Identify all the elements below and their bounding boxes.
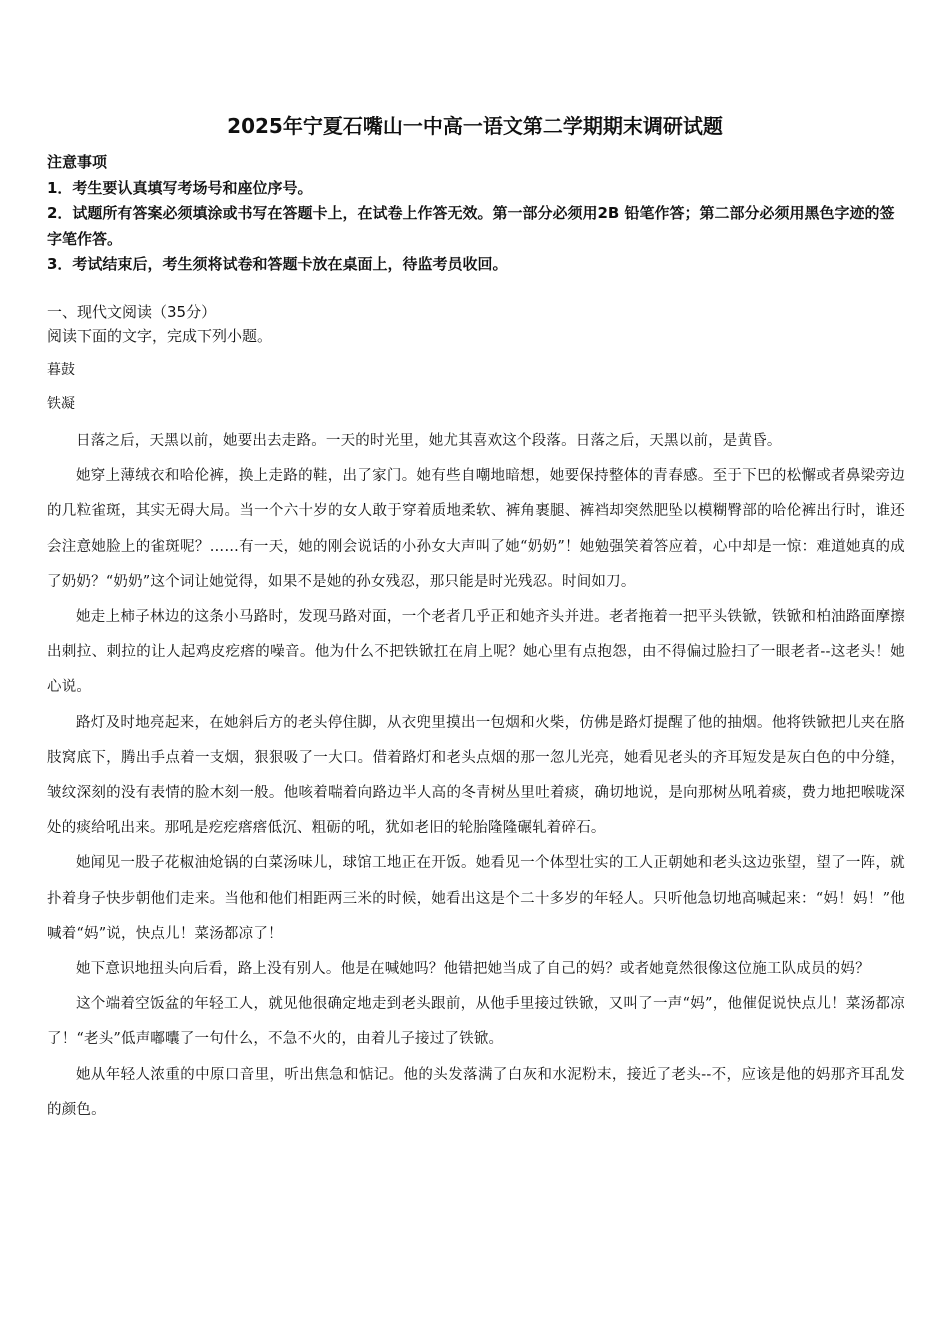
notice-heading: 注意事项 <box>47 153 108 171</box>
article-body <box>47 424 905 1128</box>
paragraph: 她穿上薄绒衣和哈伦裤，换上走路的鞋，出了家门。她有些自嘲地暗想，她要保持整体的青春感。至于下巴的松懈或者鼻梁旁边的几粒雀斑，其实无碍大局。当一个六十岁的女人敢于穿着质地柔软、裤角裹腿、裤裆却突然肥坠以模糊臀部的哈伦裤出行时，谁还会注意她脸上的雀斑呢？……有一天，她的刚会说话的小孙女大声叫了她“奶奶”！她勉强笑着答应着，心中却是一惊：难道她真的成了奶奶？“奶奶”这个词让她觉得，如果不是她的孙女残忍，那只能是时光残忍。时间如刀。 <box>47 468 905 590</box>
page-title: 2025年宁夏石嘴山一中高一语文第二学期期末调研试题 <box>227 114 723 138</box>
paragraph: 她从年轻人浓重的中原口音里，听出焦急和惦记。他的头发落满了白灰和水泥粉末，接近了老头--不，应该是他的妈那齐耳乱发的颜色。 <box>47 1066 905 1118</box>
paragraph: 这个端着空饭盆的年轻工人，就见他很确定地走到老头跟前，从他手里接过铁锨，又叫了一声“妈”，他催促说快点儿！菜汤都凉了！“老头”低声嘟囔了一句什么，不急不火的，由着儿子接过了铁锨。 <box>47 996 905 1048</box>
notice-item: 3．考试结束后，考生须将试卷和答题卡放在桌面上，待监考员收回。 <box>47 255 508 273</box>
section-heading: 一、现代文阅读（35分） <box>47 303 217 321</box>
notice-item: 1．考生要认真填写考场号和座位序号。 <box>47 178 313 197</box>
paragraph: 日落之后，天黑以前，她要出去走路。一天的时光里，她尤其喜欢这个段落。日落之后，天黑以前，是黄昏。 <box>76 433 782 449</box>
paragraph: 她闻见一股子花椒油炝锅的白菜汤味儿，球馆工地正在开饭。她看见一个体型壮实的工人正朝她和老头这边张望，望了一阵，就扑着身子快步朝他们走来。当他和他们相距两三米的时候，她看出这是个二十多岁的年轻人。只听他急切地高喊起来：“妈！妈！”他喊着“妈”说，快点儿！菜汤都凉了！ <box>47 855 905 942</box>
section-instruction: 阅读下面的文字，完成下列小题。 <box>47 327 273 345</box>
notice-block <box>47 150 909 278</box>
notice-item: 2．试题所有答案必须填涂或书写在答题卡上，在试卷上作答无效。第一部分必须用2B 铅笔作答；第二部分必须用黑色字迹的签字笔作答。 <box>47 204 895 248</box>
article-author: 铁凝 <box>47 396 75 412</box>
article-title: 暮鼓 <box>47 362 75 378</box>
paragraph: 路灯及时地亮起来，在她斜后方的老头停住脚，从衣兜里摸出一包烟和火柴，仿佛是路灯提醒了他的抽烟。他将铁锨把儿夹在胳肢窝底下，腾出手点着一支烟，狠狠吸了一大口。借着路灯和老头点烟的那一忽儿光亮，她看见老头的齐耳短发是灰白色的中分缝，皱纹深刻的没有表情的脸木刻一般。他咳着喘着向路边半人高的冬青树丛里吐着痰，确切地说，是向那树丛吼着痰，费力地把喉咙深处的痰给吼出来。那吼是疙疙瘩瘩低沉、粗砺的吼，犹如老旧的轮胎隆隆碾轧着碎石。 <box>47 714 905 837</box>
paragraph: 她下意识地扭头向后看，路上没有别人。他是在喊她吗？他错把她当成了自己的妈？或者她竟然很像这位施工队成员的妈？ <box>76 961 870 978</box>
paragraph: 她走上柿子林边的这条小马路时，发现马路对面，一个老者几乎正和她齐头并进。老者拖着一把平头铁锨，铁锨和柏油路面摩擦出刺拉、刺拉的让人起鸡皮疙瘩的噪音。他为什么不把铁锨扛在肩上呢？她心里有点抱怨，由不得偏过脸扫了一眼老者--这老头！她心说。 <box>47 609 905 696</box>
